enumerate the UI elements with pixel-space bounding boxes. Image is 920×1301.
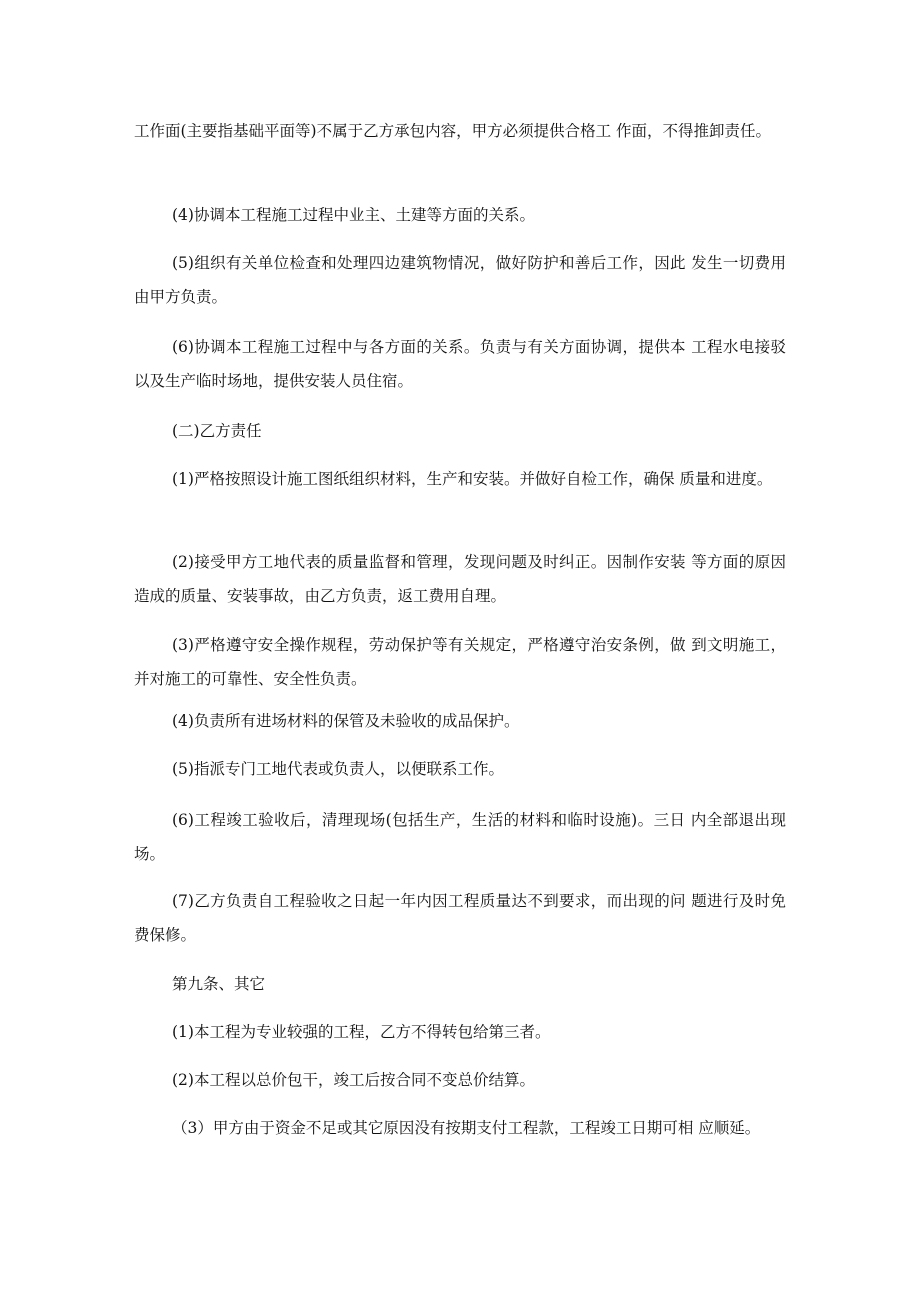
paragraph-b4: (4)负责所有进场材料的保管及未验收的成品保护。 bbox=[172, 712, 520, 730]
paragraph-continuation: 工作面(主要指基础平面等)不属于乙方承包内容，甲方必须提供合格工 作面，不得推卸责任。 bbox=[134, 122, 772, 140]
paragraph-a5: (5)组织有关单位检查和处理四边建筑物情况，做好防护和善后工作，因此 发生一切费用由甲方负责。 bbox=[134, 254, 786, 306]
paragraph-b7: (7)乙方负责自工程验收之日起一年内因工程质量达不到要求，而出现的问 题进行及时免费保修。 bbox=[134, 892, 786, 944]
paragraph-a6: (6)协调本工程施工过程中与各方面的关系。负责与有关方面协调，提供本 工程水电接驳以及生产临时场地，提供安装人员住宿。 bbox=[134, 338, 786, 390]
section-heading-party-b: (二)乙方责任 bbox=[172, 422, 262, 440]
paragraph-b1: (1)严格按照设计施工图纸组织材料，生产和安装。并做好自检工作，确保 质量和进度。 bbox=[172, 470, 773, 488]
paragraph-b3: (3)严格遵守安全操作规程，劳动保护等有关规定，严格遵守治安条例，做 到文明施工，并对施工的可靠性、安全性负责。 bbox=[134, 636, 786, 688]
article-nine-heading: 第九条、其它 bbox=[172, 975, 266, 993]
paragraph-b2: (2)接受甲方工地代表的质量监督和管理，发现问题及时纠正。因制作安装 等方面的原因造成的质量、安装事故，由乙方负责，返工费用自理。 bbox=[134, 553, 786, 605]
paragraph-a4: (4)协调本工程施工过程中业主、土建等方面的关系。 bbox=[172, 206, 535, 224]
paragraph-c2: (2)本工程以总价包干，竣工后按合同不变总价结算。 bbox=[172, 1071, 535, 1089]
paragraph-c1: (1)本工程为专业较强的工程，乙方不得转包给第三者。 bbox=[172, 1023, 551, 1041]
paragraph-b5: (5)指派专门工地代表或负责人，以便联系工作。 bbox=[172, 760, 504, 778]
paragraph-c3: （3）甲方由于资金不足或其它原因没有按期支付工程款，工程竣工日期可相 应顺延。 bbox=[172, 1119, 761, 1137]
paragraph-b6: (6)工程竣工验收后，清理现场(包括生产，生活的材料和临时设施)。三日 内全部退出现场。 bbox=[134, 811, 786, 863]
